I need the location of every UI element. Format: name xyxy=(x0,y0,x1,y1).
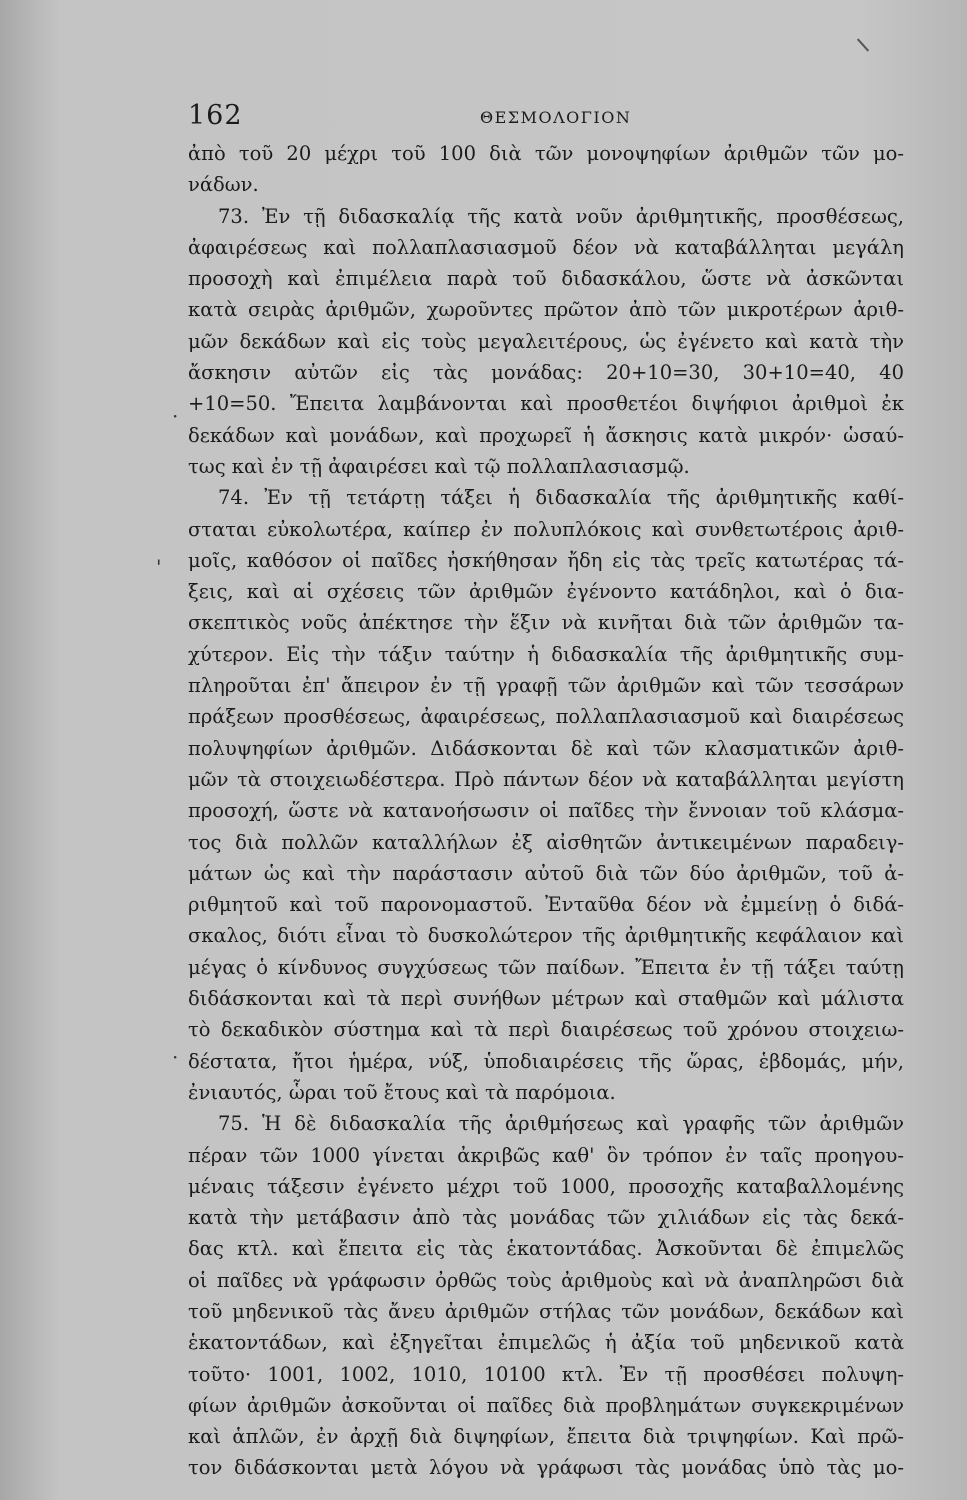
text-line: τος διὰ πολλῶν καταλλήλων ἐξ αἰσθητῶν ἀντικειμένων παραδειγ- xyxy=(188,830,904,854)
text-line: φίων ἀριθμῶν ἀσκοῦνται οἱ παῖδες διὰ προβλημάτων συγκεκριμένων xyxy=(188,1393,904,1417)
text-line: προσοχὴ καὶ ἐπιμέλεια παρὰ τοῦ διδασκάλου, ὥστε νὰ ἀσκῶνται xyxy=(188,267,904,291)
text-line: τοῦτο· 1001, 1002, 1010, 10100 κτλ. Ἐν τῇ προσθέσει πολυψη- xyxy=(188,1362,904,1386)
text-line: τὸ δεκαδικὸν σύστημα καὶ τὰ περὶ διαιρέσεως τοῦ χρόνου στοιχειω- xyxy=(188,1018,904,1042)
text-line: ἑκατοντάδων, καὶ ἐξηγεῖται ἐπιμελῶς ἡ ἀξία τοῦ μηδενικοῦ κατὰ xyxy=(188,1331,904,1355)
text-line: χύτερον. Εἰς τὴν τάξιν ταύτην ἡ διδασκαλία τῆς ἀριθμητικῆς συμ- xyxy=(188,642,904,666)
text-line: ξεις, καὶ αἱ σχέσεις τῶν ἀριθμῶν ἐγένοντο κατάδηλοι, καὶ ὁ δια- xyxy=(188,580,904,604)
text-line: μάτων ὡς καὶ τὴν παράστασιν αὐτοῦ διὰ τῶν δύο ἀριθμῶν, τοῦ ἀ- xyxy=(188,861,904,885)
text-line: τοῦ μηδενικοῦ τὰς ἄνευ ἀριθμῶν στήλας τῶν μονάδων, δεκάδων καὶ xyxy=(188,1299,904,1323)
text-line: οἱ παῖδες νὰ γράφωσιν ὀρθῶς τοὺς ἀριθμοὺς καὶ νὰ ἀναπληρῶσι διὰ xyxy=(188,1268,904,1292)
text-line: δας κτλ. καὶ ἔπειτα εἰς τὰς ἑκατοντάδας. Ἀσκοῦνται δὲ ἐπιμελῶς xyxy=(188,1237,904,1261)
margin-dot-mark: · xyxy=(172,1045,179,1069)
margin-tick-mark: ' xyxy=(156,555,162,579)
text-line: πληροῦται ἐπ' ἄπειρον ἐν τῇ γραφῇ τῶν ἀριθμῶν καὶ τῶν τεσσάρων xyxy=(188,674,904,698)
text-line: προσοχή, ὥστε νὰ κατανοήσωσιν οἱ παῖδες τὴν ἔννοιαν τοῦ κλάσμα- xyxy=(188,799,904,823)
text-line: μῶν δεκάδων καὶ εἰς τοὺς μεγαλειτέρους, ὡς ἐγένετο καὶ κατὰ τὴν xyxy=(188,329,904,353)
paragraph-73-start: 73. Ἐν τῇ διδασκαλίᾳ τῆς κατὰ νοῦν ἀριθμητικῆς, προσθέσεως, xyxy=(218,204,904,228)
page-header xyxy=(188,100,888,134)
text-line: καὶ ἁπλῶν, ἐν ἀρχῇ διὰ διψηφίων, ἔπειτα διὰ τριψηφίων. Καὶ πρῶ- xyxy=(188,1425,904,1449)
text-line: τον διδάσκονται μετὰ λόγου νὰ γράφωσι τὰς μονάδας ὑπὸ τὰς μο- xyxy=(188,1456,904,1480)
text-line: ἀπὸ τοῦ 20 μέχρι τοῦ 100 διὰ τῶν μονοψηφίων ἀριθμῶν τῶν μο- xyxy=(188,142,904,165)
text-line: διδάσκονται καὶ τὰ περὶ συνήθων μέτρων καὶ σταθμῶν καὶ μάλιστα xyxy=(188,987,904,1011)
body-text xyxy=(188,138,904,1484)
text-line: μῶν τὰ στοιχειωδέστερα. Πρὸ πάντων δέον νὰ καταβάλληται μεγίστη xyxy=(188,767,904,791)
running-title: ΘΕΣΜΟΛΟΓΙΟΝ xyxy=(480,108,632,127)
text-line: πράξεων προσθέσεως, ἀφαιρέσεως, πολλαπλασιασμοῦ καὶ διαιρέσεως xyxy=(188,705,904,729)
text-line: μέγας ὁ κίνδυνος συγχύσεως τῶν παίδων. Ἔπειτα ἐν τῇ τάξει ταύτῃ xyxy=(188,955,904,979)
page-number: 162 xyxy=(188,100,243,131)
text-line: τως καὶ ἐν τῇ ἀφαιρέσει καὶ τῷ πολλαπλασιασμῷ. xyxy=(188,454,690,478)
paragraph-74-start: 74. Ἐν τῇ τετάρτῃ τάξει ἡ διδασκαλία τῆς ἀριθμητικῆς καθί- xyxy=(218,486,904,510)
text-line: σταται εὐκολωτέρα, καίπερ ἐν πολυπλόκοις καὶ συνθετωτέροις ἀριθ- xyxy=(188,517,904,541)
text-line: ἀφαιρέσεως καὶ πολλαπλασιασμοῦ δέον νὰ καταβάλληται μεγάλη xyxy=(188,235,904,259)
text-line: μοῖς, καθόσον οἱ παῖδες ἠσκήθησαν ἤδη εἰς τὰς τρεῖς κατωτέρας τά- xyxy=(188,548,904,572)
text-line: δεκάδων καὶ μονάδων, καὶ προχωρεῖ ἡ ἄσκησις κατὰ μικρόν· ὡσαύ- xyxy=(188,423,904,447)
text-line: σκαλος, διότι εἶναι τὸ δυσκολώτερον τῆς ἀριθμητικῆς κεφάλαιον καὶ xyxy=(188,924,904,948)
text-line: ἄσκησιν αὐτῶν εἰς τὰς μονάδας: 20+10=30, 30+10=40, 40 xyxy=(188,361,904,385)
text-line: κατὰ σειρὰς ἀριθμῶν, χωροῦντες πρῶτον ἀπὸ τῶν μικροτέρων ἀριθ- xyxy=(188,298,904,322)
text-line: ἐνιαυτός, ὧραι τοῦ ἔτους καὶ τὰ παρόμοια. xyxy=(188,1080,616,1104)
text-line: νάδων. xyxy=(188,173,259,197)
text-line: πέραν τῶν 1000 γίνεται ἀκριβῶς καθ' ὃν τρόπον ἐν ταῖς προηγου- xyxy=(188,1143,904,1167)
text-line: κατὰ τὴν μετάβασιν ἀπὸ τὰς μονάδας τῶν χιλιάδων εἰς τὰς δεκά- xyxy=(188,1206,904,1230)
text-line: μέναις τάξεσιν ἐγένετο μέχρι τοῦ 1000, προσοχῆς καταβαλλομένης xyxy=(188,1174,904,1198)
margin-dot-mark: · xyxy=(172,404,179,428)
paragraph-75-start: 75. Ἡ δὲ διδασκαλία τῆς ἀριθμήσεως καὶ γραφῆς τῶν ἀριθμῶν xyxy=(218,1112,904,1136)
text-line: πολυψηφίων ἀριθμῶν. Διδάσκονται δὲ καὶ τῶν κλασματικῶν ἀριθ- xyxy=(188,736,904,760)
corner-stroke-mark xyxy=(857,38,869,51)
text-line: +10=50. Ἔπειτα λαμβάνονται καὶ προσθετέοι διψήφιοι ἀριθμοὶ ἐκ xyxy=(188,392,904,416)
text-line: δέστατα, ἤτοι ἡμέρα, νύξ, ὑποδιαιρέσεις τῆς ὥρας, ἑβδομάς, μήν, xyxy=(188,1049,904,1073)
text-line: ριθμητοῦ καὶ τοῦ παρονομαστοῦ. Ἐνταῦθα δέον νὰ ἐμμείνῃ ὁ διδά- xyxy=(188,893,904,917)
text-line: σκεπτικὸς νοῦς ἀπέκτησε τὴν ἕξιν νὰ κινῆται διὰ τῶν ἀριθμῶν τα- xyxy=(188,611,904,635)
